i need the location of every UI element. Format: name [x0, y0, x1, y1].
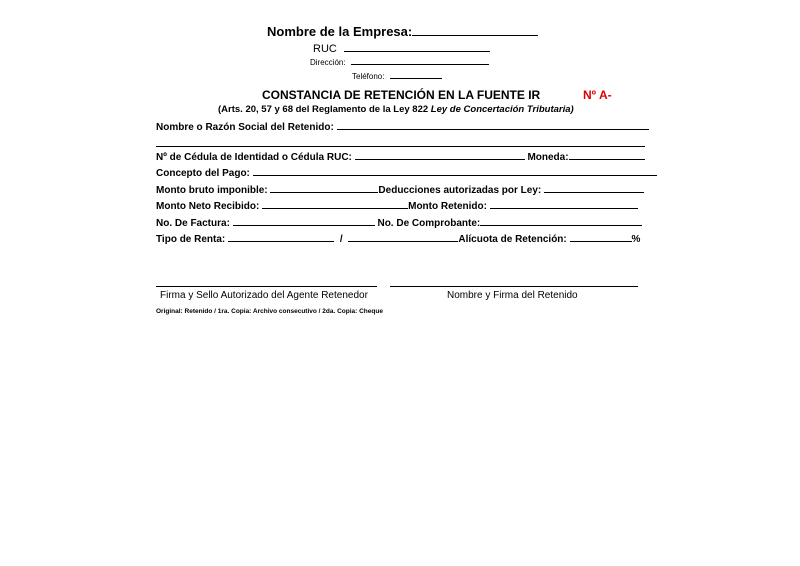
- factura-row: [156, 218, 642, 229]
- moneda-label: Moneda:: [527, 152, 569, 163]
- tipo-renta-row: [156, 234, 640, 245]
- comprobante-line: [480, 224, 642, 226]
- concepto-label: Concepto del Pago:: [156, 168, 250, 179]
- monto-bruto-label: Monto bruto imponible:: [156, 185, 268, 196]
- company-name-line: [412, 34, 538, 36]
- tipo-renta-label: Tipo de Renta:: [156, 234, 226, 245]
- moneda-line: [569, 158, 645, 160]
- monto-neto-label: Monto Neto Recibido:: [156, 201, 260, 212]
- subtitle-prefix: (Arts. 20, 57 y 68 del Reglamento de la Ley 822: [218, 104, 431, 115]
- monto-retenido-label: Monto Retenido:: [408, 201, 487, 212]
- deducciones-label: Deducciones autorizadas por Ley:: [378, 185, 542, 196]
- company-name-field: [267, 24, 538, 39]
- ruc-line: [344, 50, 490, 52]
- ruc-label: RUC: [313, 43, 337, 55]
- address-line: [351, 63, 489, 65]
- address-label: Dirección:: [310, 58, 346, 67]
- certificate-number-label: Nº A-: [583, 88, 612, 102]
- deducciones-line: [544, 191, 644, 193]
- copies-distribution-note: Original: Retenido / 1ra. Copia: Archivo consecutivo / 2da. Copia: Cheque: [156, 308, 383, 315]
- document-title: CONSTANCIA DE RETENCIÓN EN LA FUENTE IR: [262, 88, 541, 102]
- retenido-name-continuation-line: [156, 146, 645, 147]
- concepto-line: [253, 174, 657, 176]
- cedula-line: [355, 158, 525, 160]
- monto-retenido-line: [490, 207, 638, 209]
- agent-signature-line: [156, 286, 377, 287]
- cedula-row: [156, 152, 645, 163]
- alicuota-line: [570, 240, 632, 242]
- address-field: [310, 58, 489, 67]
- phone-label: Teléfono:: [352, 72, 385, 81]
- agent-signature-label: Firma y Sello Autorizado del Agente Retenedor: [160, 290, 368, 301]
- retenido-signature-label: Nombre y Firma del Retenido: [447, 290, 578, 301]
- retenido-name-line: [337, 128, 649, 130]
- tipo-renta-slash: /: [339, 234, 343, 245]
- concepto-row: [156, 168, 657, 179]
- tipo-renta-line-2: [348, 240, 458, 242]
- monto-neto-line: [262, 207, 408, 209]
- monto-bruto-line: [270, 191, 378, 193]
- company-name-label: Nombre de la Empresa:: [267, 24, 413, 39]
- monto-neto-row: [156, 201, 638, 212]
- comprobante-label: No. De Comprobante:: [377, 218, 481, 229]
- subtitle-italic: Ley de Concertación Tributaria): [430, 104, 574, 115]
- retenido-signature-line: [390, 286, 638, 287]
- retenido-name-row: [156, 122, 649, 133]
- percent-sign: %: [631, 234, 641, 245]
- phone-field: [352, 72, 442, 81]
- monto-bruto-row: [156, 185, 644, 196]
- retenido-name-label: Nombre o Razón Social del Retenido:: [156, 122, 334, 133]
- tipo-renta-line-1: [228, 240, 334, 242]
- factura-line: [233, 224, 375, 226]
- alicuota-label: Alícuota de Retención:: [458, 234, 567, 245]
- factura-label: No. De Factura:: [156, 218, 230, 229]
- phone-line: [390, 77, 442, 79]
- document-subtitle: [218, 104, 574, 115]
- ruc-field: [313, 43, 490, 55]
- cedula-label: Nº de Cédula de Identidad o Cédula RUC:: [156, 152, 352, 163]
